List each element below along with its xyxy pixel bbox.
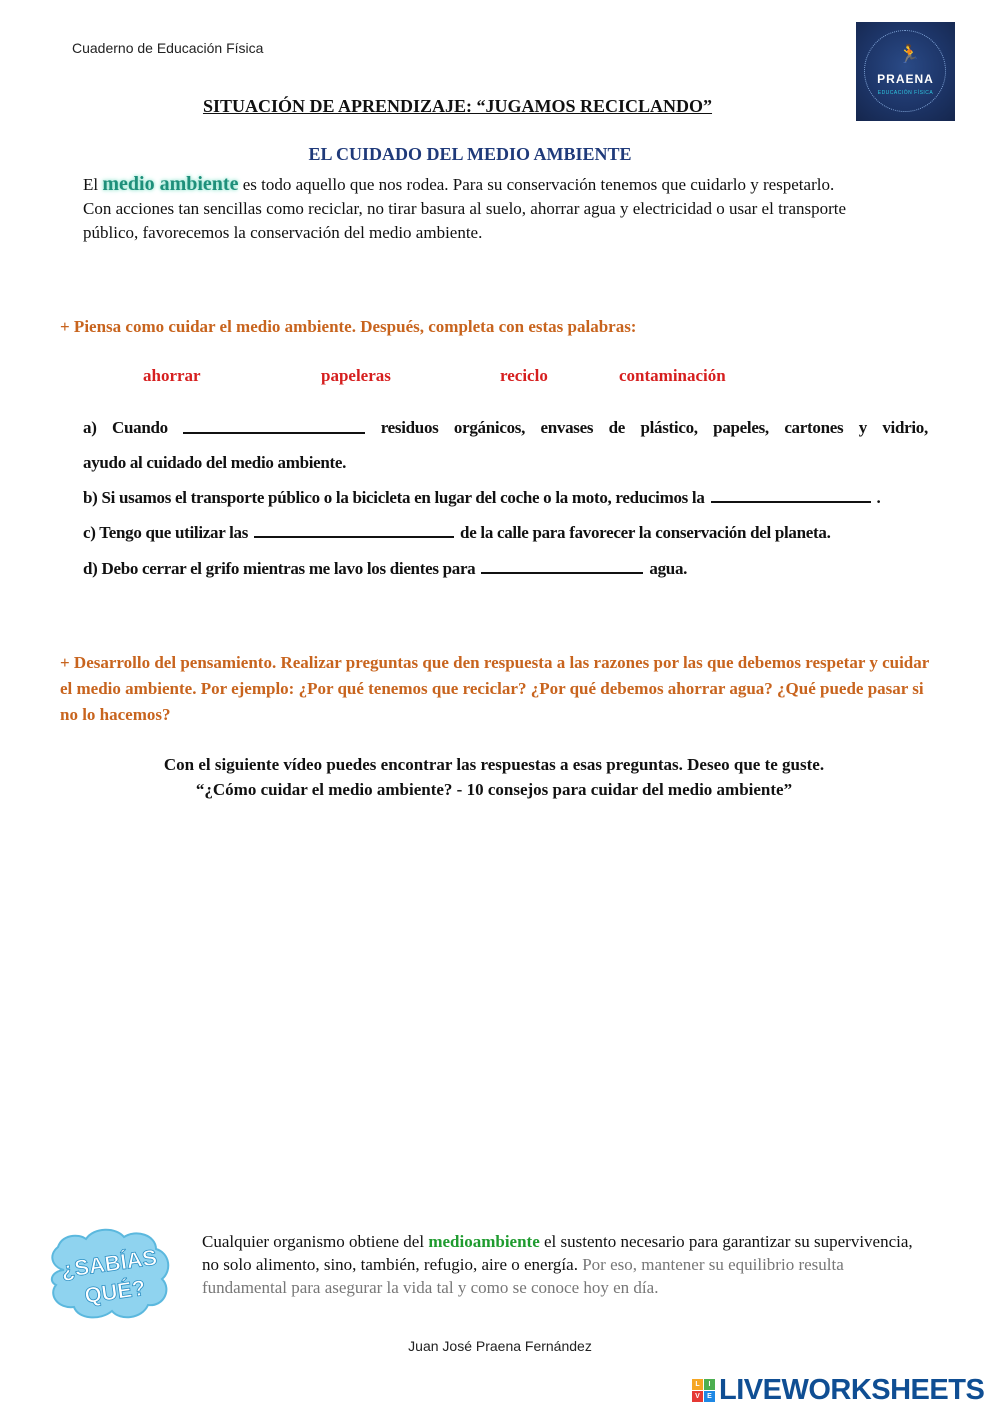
fact-grey: Por eso, mantener su equilibrio resulta fundamental para asegurar la vida tal y como se conoce hoy en día. (202, 1255, 844, 1297)
exercise-d (83, 558, 687, 579)
exercise-a-line2: ayudo al cuidado del medio ambiente. (83, 453, 347, 472)
video-intro: Con el siguiente vídeo puedes encontrar las respuestas a esas preguntas. Deseo que te guste. (163, 755, 825, 774)
instruction-complete: + Piensa como cuidar el medio ambiente. Después, completa con estas palabras: (60, 317, 637, 336)
page-title: SITUACIÓN DE APRENDIZAJE: “JUGAMOS RECICLANDO” (202, 96, 713, 116)
fact-start: Cualquier organismo obtiene del (202, 1232, 425, 1251)
exercise-word: Cuando (112, 418, 168, 437)
brand-blocks-icon (692, 1379, 715, 1402)
exercise-word: orgánicos, (453, 418, 526, 437)
fact-middle: el sustento necesario para garantizar su supervivencia, no solo alimento, sino, también, refugio, aire o energía. (202, 1232, 913, 1274)
blank-c-input[interactable] (254, 522, 454, 538)
exercise-b-end: . (876, 488, 881, 507)
brand-block: I (704, 1379, 715, 1390)
exercise-word: y (858, 418, 867, 437)
instruction-thinking: + Desarrollo del pensamiento. Realizar preguntas que den respuesta a las razones por las que debemos respetar y cuidar el medio ambiente. Por ejemplo: ¿Por qué tenemos que reciclar? ¿Por qué debemos ahorrar agua? ¿Qué puede pasar si no lo hacemos? (60, 653, 929, 724)
exercise-c-text: c) Tengo que utilizar las (83, 523, 249, 542)
liveworksheets-brand[interactable] (692, 1374, 984, 1407)
word-bank-item: ahorrar (143, 366, 201, 385)
brand-block: E (704, 1391, 715, 1402)
intro-start: El (83, 175, 99, 194)
brand-block: V (692, 1391, 703, 1402)
exercise-b-text: b) Si usamos el transporte público o la bicicleta en lugar del coche o la moto, reducimos la (83, 488, 705, 507)
exercise-word: cartones (784, 418, 844, 437)
exercise-d-end: agua. (649, 559, 688, 578)
fact-highlight: medioambiente (428, 1232, 540, 1251)
brand-block: L (692, 1379, 703, 1390)
exercise-word: a) (83, 418, 97, 437)
exercise-word: vidrio, (882, 418, 928, 437)
blank-d-input[interactable] (481, 558, 643, 574)
intro-highlight: medio ambiente (102, 173, 239, 195)
intro-paragraph-2: Con acciones tan sencillas como reciclar, no tirar basura al suelo, ahorrar agua y electricidad o usar el transporte público, favorecemos la conservación del medio ambiente. (83, 199, 847, 242)
intro-text (83, 172, 903, 245)
exercise-a-line1 (83, 418, 928, 438)
blank-a-input[interactable] (183, 418, 365, 434)
exercise-c (83, 522, 831, 543)
badge-line-1: ¿SABÍAS (59, 1244, 159, 1283)
logo-name: PRAENA (877, 72, 934, 86)
badge-line-2: QUÉ? (82, 1274, 147, 1309)
runner-icon: 🏃 (898, 44, 921, 65)
brand-name: LIVEWORKSHEETS (719, 1374, 985, 1406)
sabias-que-badge (44, 1225, 176, 1325)
logo-subtitle: EDUCACIÓN FÍSICA (877, 90, 934, 96)
exercise-word: de (608, 418, 626, 437)
exercise-word: residuos (380, 418, 439, 437)
word-bank-item: papeleras (321, 366, 391, 385)
notebook-label: Cuaderno de Educación Física (72, 40, 264, 56)
word-bank-item: reciclo (500, 366, 548, 385)
fact-text (202, 1230, 932, 1299)
exercise-d-text: d) Debo cerrar el grifo mientras me lavo los dientes para (83, 559, 476, 578)
section-title: EL CUIDADO DEL MEDIO AMBIENTE (308, 144, 632, 164)
exercise-c-end: de la calle para favorecer la conservación del planeta. (460, 523, 831, 542)
intro-rest: es todo aquello que nos rodea. Para su conservación tenemos que cuidarlo y respetarlo. (242, 175, 835, 194)
word-bank-item: contaminación (619, 366, 726, 385)
exercise-word: plástico, (640, 418, 698, 437)
exercise-b (83, 487, 988, 508)
video-title: “¿Cómo cuidar el medio ambiente? - 10 consejos para cuidar del medio ambiente” (195, 780, 793, 799)
blank-b-input[interactable] (711, 487, 871, 503)
author-name: Juan José Praena Fernández (408, 1338, 592, 1354)
exercise-word: papeles, (713, 418, 769, 437)
exercise-word: envases (540, 418, 594, 437)
